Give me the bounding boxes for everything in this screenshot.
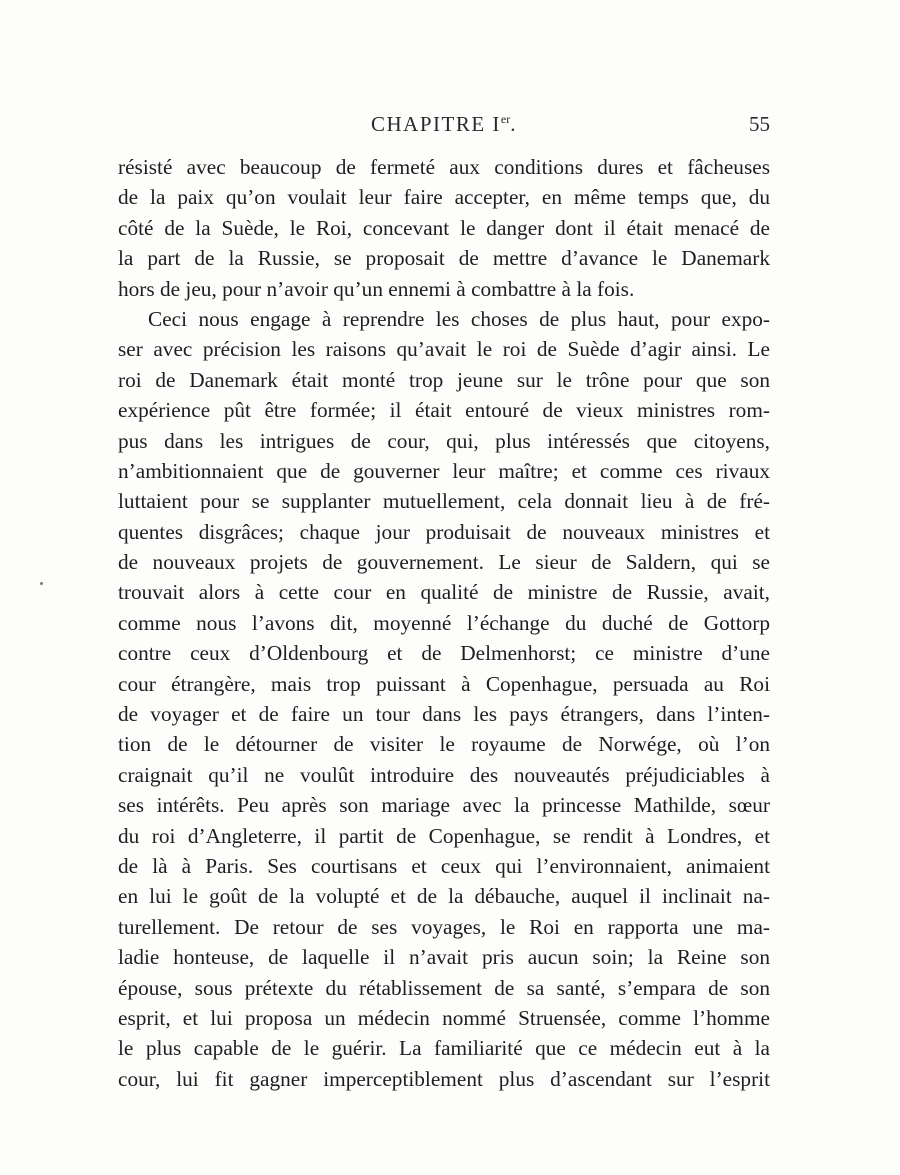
text-line: ser avec précision les raisons qu’avait le roi de Suède d’agir ainsi. Le: [118, 337, 770, 362]
page-number: 55: [749, 112, 770, 136]
text-line: cour étrangère, mais trop puissant à Copenhague, persuada au Roi: [118, 671, 770, 696]
running-head: [118, 112, 770, 144]
text-line: esprit, et lui proposa un médecin nommé Struensée, comme l’homme: [118, 1005, 770, 1030]
margin-speck: [40, 582, 43, 585]
text-line: roi de Danemark était monté trop jeune sur le trône pour que son: [118, 367, 770, 392]
text-line: ladie honteuse, de laquelle il n’avait pris aucun soin; la Reine son: [118, 945, 770, 970]
text-line: trouvait alors à cette cour en qualité de ministre de Russie, avait,: [118, 580, 770, 605]
text-line: turellement. De retour de ses voyages, le Roi en rapporta une ma-: [118, 914, 770, 939]
body-text: [118, 152, 770, 1094]
text-line: de la paix qu’on voulait leur faire accepter, en même temps que, du: [118, 185, 770, 210]
text-line: Ceci nous engage à reprendre les choses de plus haut, pour expo-: [148, 306, 770, 331]
paragraph-2: [118, 304, 770, 1094]
text-line: de voyager et de faire un tour dans les pays étrangers, dans l’inten-: [118, 702, 770, 727]
text-line: en lui le goût de la volupté et de la débauche, auquel il inclinait na-: [118, 884, 770, 909]
text-line: quentes disgrâces; chaque jour produisait de nouveaux ministres et: [118, 519, 770, 544]
chapter-ordinal-superscript: er: [500, 112, 511, 126]
text-line: la part de la Russie, se proposait de mettre d’avance le Danemark: [118, 246, 770, 271]
text-line: côté de la Suède, le Roi, concevant le danger dont il était menacé de: [118, 215, 770, 240]
text-line: contre ceux d’Oldenbourg et de Delmenhorst; ce ministre d’une: [118, 641, 770, 666]
text-line: le plus capable de le guérir. La familiarité que ce médecin eut à la: [118, 1036, 770, 1061]
text-line: tion de le détourner de visiter le royaume de Norwége, où l’on: [118, 732, 770, 757]
chapter-suffix: .: [510, 112, 517, 136]
text-line: pus dans les intrigues de cour, qui, plus intéressés que citoyens,: [118, 428, 770, 453]
paragraph-1: [118, 152, 770, 304]
text-line: ses intérêts. Peu après son mariage avec la princesse Mathilde, sœur: [118, 793, 770, 818]
text-line: cour, lui fit gagner imperceptiblement plus d’ascendant sur l’esprit: [118, 1066, 770, 1091]
text-line: comme nous l’avons dit, moyenné l’échange du duché de Gottorp: [118, 610, 770, 635]
text-line: hors de jeu, pour n’avoir qu’un ennemi à combattre à la fois.: [118, 276, 635, 301]
text-line: expérience pût être formée; il était entouré de vieux ministres rom-: [118, 398, 770, 423]
text-line: du roi d’Angleterre, il partit de Copenhague, se rendit à Londres, et: [118, 823, 770, 848]
text-line: luttaient pour se supplanter mutuellement, cela donnait lieu à de fré-: [118, 489, 770, 514]
text-line: résisté avec beaucoup de fermeté aux conditions dures et fâcheuses: [118, 155, 770, 179]
text-line: de là à Paris. Ses courtisans et ceux qui l’environnaient, animaient: [118, 853, 770, 878]
text-line: de nouveaux projets de gouvernement. Le sieur de Saldern, qui se: [118, 550, 770, 575]
chapter-label: CHAPITRE I: [371, 112, 501, 136]
text-line: n’ambitionnaient que de gouverner leur maître; et comme ces rivaux: [118, 458, 770, 483]
chapter-heading: [118, 112, 770, 137]
text-line: craignait qu’il ne voulût introduire des nouveautés préjudiciables à: [118, 762, 770, 787]
text-line: épouse, sous prétexte du rétablissement de sa santé, s’empara de son: [118, 975, 770, 1000]
